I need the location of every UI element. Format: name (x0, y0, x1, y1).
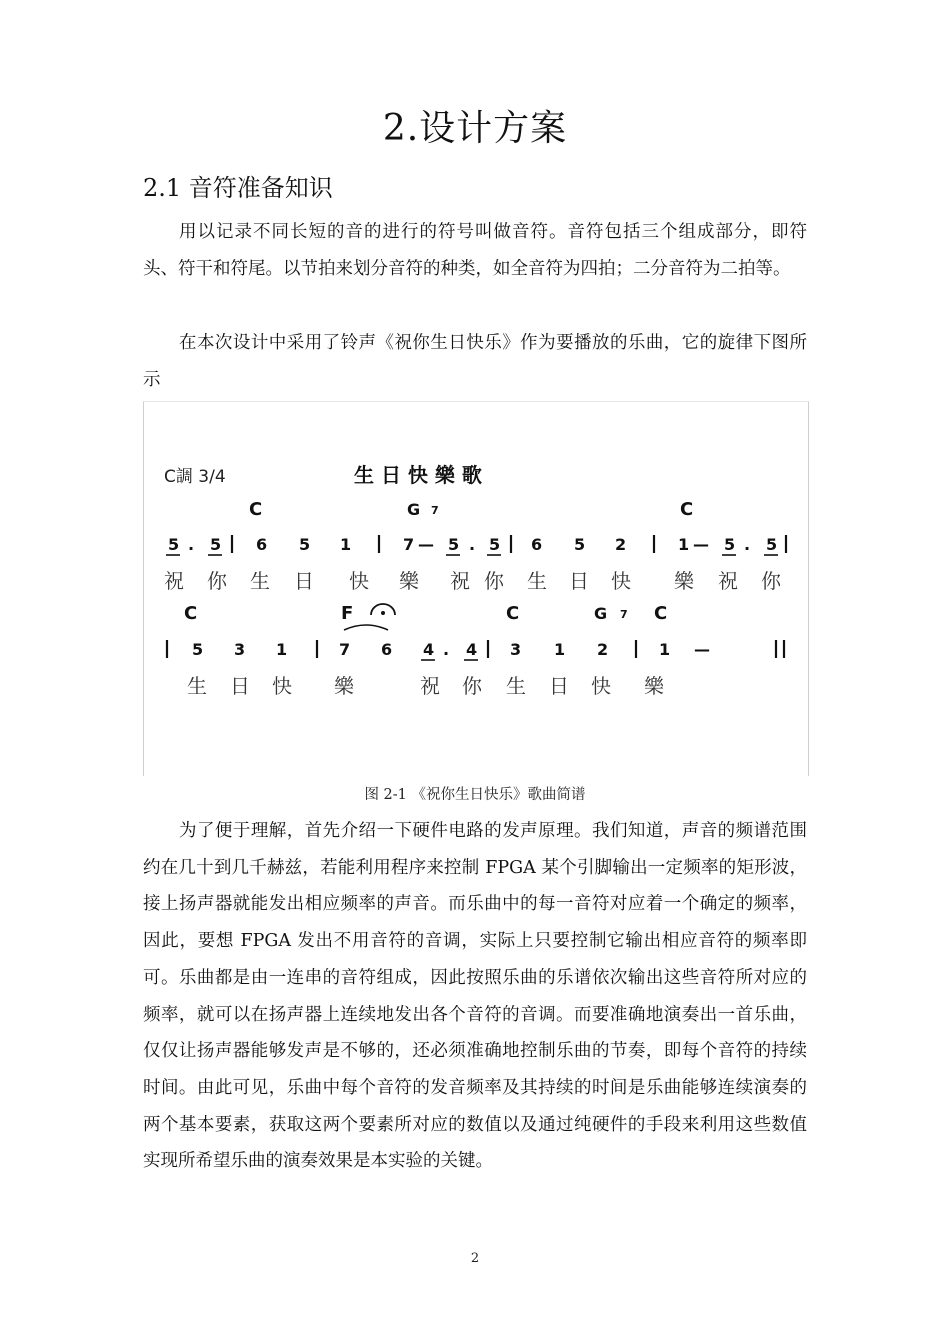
figure-caption: 图 2-1 《祝你生日快乐》歌曲简谱 (364, 787, 586, 803)
note-row-2 (192, 640, 710, 659)
page-number: 2 (470, 1251, 480, 1266)
note: 1 (340, 535, 352, 554)
note: 1 (659, 640, 671, 659)
lyric-char: 快 (349, 569, 369, 593)
lyric-char: 生 (250, 569, 270, 593)
slur-icon (344, 625, 388, 630)
note: 5 (210, 535, 222, 554)
lyric-char: 快 (591, 674, 611, 698)
lyric-char: 你 (484, 569, 504, 593)
note: 5 (448, 535, 460, 554)
chord-symbol: G (407, 500, 421, 519)
chord-symbol: C (249, 499, 263, 520)
note: — (694, 640, 710, 659)
note: 5 (766, 535, 778, 554)
chord-symbol: F (341, 603, 354, 624)
paragraph-song-intro: 在本次设计中采用了铃声《祝你生日快乐》作为要播放的乐曲，它的旋律下图所示 (143, 333, 807, 390)
lyric-char: 樂 (399, 569, 419, 593)
note: 1 (276, 640, 288, 659)
note: 5 (489, 535, 501, 554)
chord-symbol: 7 (620, 608, 628, 621)
note: 2 (597, 640, 609, 659)
sheet-music-figure (143, 401, 809, 776)
lyric-row-1 (164, 569, 782, 593)
chord-symbol: C (184, 603, 198, 624)
lyric-char: 快 (272, 674, 292, 698)
song-title: 生 日 快 樂 歌 (354, 463, 482, 487)
lyric-char: 樂 (334, 674, 354, 698)
note: 3 (510, 640, 522, 659)
key-label: C調 3/4 (164, 467, 226, 487)
note: 4 (423, 640, 435, 659)
lyric-char: 祝 (450, 569, 470, 593)
lyric-char: 快 (611, 569, 631, 593)
lyric-char: 祝 (718, 569, 738, 593)
note: 4 (466, 640, 478, 659)
note: 1 (678, 535, 690, 554)
note: — (418, 535, 434, 554)
note: 1 (554, 640, 566, 659)
note: . (469, 535, 476, 554)
note: 5 (168, 535, 180, 554)
note: . (188, 535, 195, 554)
note: 2 (615, 535, 627, 554)
note: 5 (574, 535, 586, 554)
lyric-char: 樂 (644, 674, 664, 698)
note: 7 (403, 535, 415, 554)
section-heading: 2.1 音符准备知识 (143, 174, 333, 202)
lyric-char: 日 (569, 569, 589, 593)
note: 5 (299, 535, 311, 554)
lyric-char: 樂 (674, 569, 694, 593)
chord-row-1 (249, 499, 693, 520)
note: . (443, 640, 450, 659)
note: — (693, 535, 709, 554)
lyric-char: 生 (506, 674, 526, 698)
lyric-char: 你 (462, 674, 482, 698)
chord-symbol: C (680, 499, 694, 520)
lyric-char: 日 (230, 674, 250, 698)
note: 6 (531, 535, 543, 554)
note: 5 (192, 640, 204, 659)
paragraph-note-intro: 用以记录不同长短的音的进行的符号叫做音符。音符包括三个组成部分，即符头、符干和符尾。以节拍来划分音符的种类，如全音符为四拍；二分音符为二拍等。 (143, 222, 807, 279)
chord-symbol: C (506, 603, 520, 624)
lyric-char: 生 (187, 674, 207, 698)
lyric-char: 祝 (164, 569, 184, 593)
note: . (744, 535, 751, 554)
chord-symbol: G (594, 604, 608, 623)
chord-symbol: 7 (431, 504, 439, 517)
paragraph-principle: 为了便于理解，首先介绍一下硬件电路的发声原理。我们知道，声音的频谱范围约在几十到几千赫兹，若能利用程序来控制 FPGA 某个引脚输出一定频率的矩形波，接上扬声器就能发出相应频率的声音。而乐曲中的每一音符对应着一个确定的频率，因此，要想 FPGA 发出不用音符的音调，实际上只要控制它输出相应音符的频率即可。乐曲都是由一连串的音符组成，因此按照乐曲的乐谱依次输出这些音符所对应的频率，就可以在扬声器上连续地发出各个音符的音调。而要准确地演奏出一首乐曲，仅仅让扬声器能够发声是不够的，还必须准确地控制乐曲的节奏，即每个音符的持续时间。由此可见，乐曲中每个音符的发音频率及其持续的时间是乐曲能够连续演奏的两个基本要素，获取这两个要素所对应的数值以及通过纯硬件的手段来利用这些数值实现所希望乐曲的演奏效果是本实验的关键。 (143, 821, 807, 1172)
chord-row-2 (184, 603, 667, 624)
note-row-1 (168, 535, 777, 554)
note: 3 (234, 640, 246, 659)
page-title: 2.设计方案 (382, 108, 568, 149)
lyric-row-2 (187, 674, 665, 698)
chord-symbol: C (654, 603, 668, 624)
lyric-char: 祝 (420, 674, 440, 698)
note: 5 (724, 535, 736, 554)
note: 6 (381, 640, 393, 659)
lyric-char: 日 (549, 674, 569, 698)
note: 7 (339, 640, 351, 659)
lyric-char: 日 (294, 569, 314, 593)
fermata-icon (371, 604, 395, 615)
lyric-char: 你 (207, 569, 227, 593)
lyric-char: 生 (527, 569, 547, 593)
lyric-char: 你 (761, 569, 781, 593)
note: 6 (256, 535, 268, 554)
sheet-music-image (144, 402, 808, 776)
